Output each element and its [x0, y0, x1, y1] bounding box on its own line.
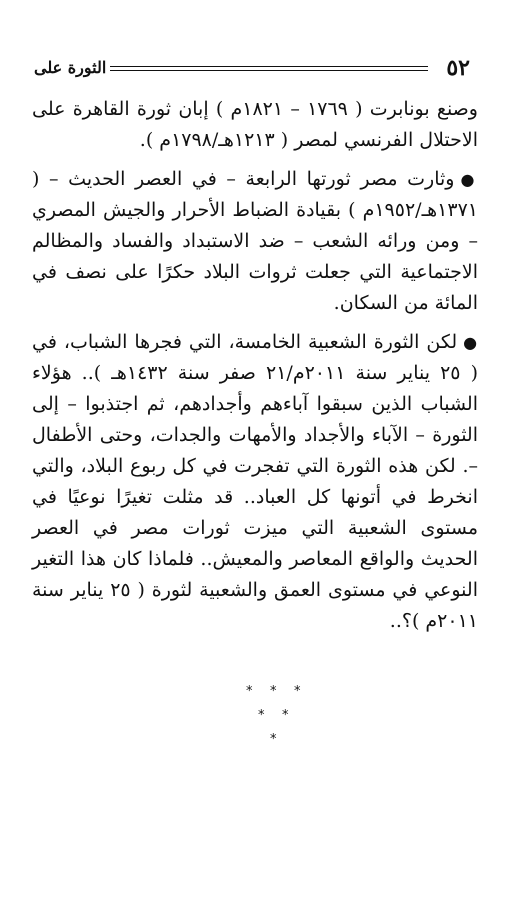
paragraph-1	[32, 94, 478, 156]
asterisk-icon: *	[270, 732, 277, 747]
asterisk-icon: *	[270, 684, 277, 699]
header-rule-top	[110, 66, 428, 67]
bullet-icon: ●	[463, 333, 478, 352]
paragraph-3-text: لكن الثورة الشعبية الخامسة، التي فجرها الشباب، في ( ٢٥ يناير سنة ٢٠١١م/٢١ صفر سنة ١٤٣٢هـ ).. هؤلاء الشباب الذين سبقوا آباءهم وأجدادهم، ثم اجتذبوا – إلى الثورة – الآباء والأجداد والأمهات والجدات، وحتى الأطفال –. لكن هذه الثورة التي تفجرت في كل ربوع البلاد، والتي انخرط في أتونها كل العباد.. قد مثلت تغيرًا نوعيًا في مستوى الشعبية التي ميزت ثورات مصر في العصر الحديث والواقع المعاصر والمعيش.. فلماذا كان هذا التغير النوعي في مستوى العمق والشعبية لثورة ( ٢٥ يناير سنة ٢٠١١م )؟..	[32, 331, 479, 632]
paragraph-1-text: وصنع بونابرت ( ١٧٦٩ – ١٨٢١م ) إبان ثورة القاهرة على الاحتلال الفرنسي لمصر ( ١٢١٣هـ/١٧٩٨م ).	[32, 98, 478, 151]
page-header	[34, 56, 470, 80]
paragraph-2-text: وثارت مصر ثورتها الرابعة – في العصر الحديث – ( ١٣٧١هـ/١٩٥٢م ) بقيادة الضباط الأحرار والجيش المصري – ومن ورائه الشعب – ضد الاستبداد والفساد والمظالم الاجتماعية التي جعلت ثروات البلاد حكرًا على نصف في المائة من السكان.	[32, 168, 478, 314]
bullet-icon: ●	[460, 170, 478, 189]
section-ornament	[240, 685, 320, 745]
header-rule-bottom	[110, 70, 428, 71]
body-text	[32, 94, 478, 637]
asterisk-icon: *	[282, 708, 289, 723]
paragraph-2	[32, 164, 478, 319]
running-title: الثورة على	[34, 58, 107, 77]
asterisk-icon: *	[294, 684, 301, 699]
paragraph-3	[32, 327, 478, 637]
page-number: ٥٢	[446, 55, 470, 81]
asterisk-icon: *	[258, 708, 265, 723]
asterisk-icon: *	[246, 684, 253, 699]
